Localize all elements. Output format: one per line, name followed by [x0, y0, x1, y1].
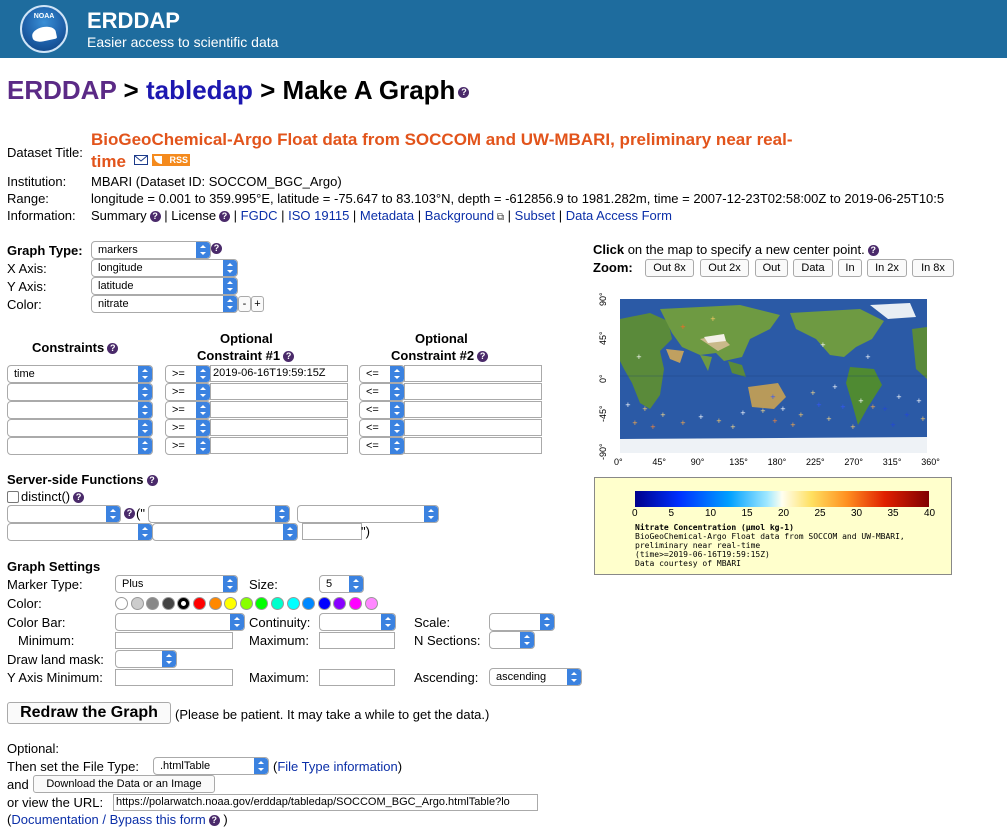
operator-value: >=	[172, 404, 185, 416]
float-marker: +	[820, 341, 826, 349]
zoom-out-8x-button[interactable]: Out 8x	[645, 259, 694, 277]
select-arrows-icon	[283, 524, 297, 540]
constraints-header-text: Constraints	[32, 340, 105, 355]
colorbar-tick-label: 25	[814, 508, 826, 519]
help-icon[interactable]: ?	[868, 245, 879, 256]
redraw-graph-button[interactable]: Redraw the Graph	[7, 702, 171, 724]
view-url-label: or view the URL:	[7, 795, 104, 810]
constraint1-value-input[interactable]	[210, 419, 348, 436]
select-arrows-icon	[106, 506, 120, 522]
latitude-tick-label: -45°	[598, 404, 608, 422]
select-arrows-icon	[196, 242, 210, 258]
constraint2-operator-select[interactable]	[359, 401, 405, 419]
n-sections-label: N Sections:	[414, 633, 481, 648]
graph-type-label: Graph Type:	[7, 243, 83, 258]
zoom-label: Zoom:	[593, 260, 633, 275]
select-arrows-icon	[390, 384, 404, 400]
float-marker: +	[772, 417, 778, 425]
longitude-tick-label: 225°	[806, 457, 825, 467]
float-marker: +	[850, 423, 856, 431]
select-arrows-icon	[520, 632, 534, 648]
zoom-out-button[interactable]: Out	[755, 259, 788, 277]
color-swatch-radio[interactable]	[302, 597, 315, 610]
color-label: Color:	[7, 297, 42, 312]
breadcrumb	[7, 75, 469, 106]
summary-label: Summary	[91, 208, 147, 223]
float-marker: +	[826, 415, 832, 423]
float-marker: +	[810, 389, 816, 397]
file-type-label: Then set the File Type:	[7, 759, 139, 774]
continuity-label: Continuity:	[249, 615, 311, 630]
information-links: Summary ? | License ? | FGDC | ISO 19115 | Metadata | Background ⧉ | Subset | Data Access Form	[91, 208, 672, 223]
color-swatch-radio[interactable]	[224, 597, 237, 610]
longitude-tick-label: 270°	[844, 457, 864, 467]
select-arrows-icon	[567, 669, 581, 685]
map-click-bold: Click	[593, 242, 625, 257]
documentation-line: (Documentation / Bypass this form ? )	[7, 812, 228, 827]
y-axis-minimum-input[interactable]	[115, 669, 233, 686]
float-marker: +	[660, 411, 666, 419]
float-marker: +	[780, 405, 786, 413]
x-axis-value: longitude	[98, 262, 143, 274]
zoom-in-2x-button[interactable]: In 2x	[867, 259, 907, 277]
longitude-tick-label: 45°	[652, 457, 667, 467]
operator-value: <=	[366, 440, 379, 452]
graph-settings-header: Graph Settings	[7, 559, 101, 574]
float-marker: +	[680, 323, 686, 331]
constraint1-header-line1: Optional	[220, 331, 273, 346]
file-type-information-link[interactable]: File Type information	[277, 759, 398, 774]
zoom-out-2x-button[interactable]: Out 2x	[700, 259, 749, 277]
constraint1-value-input[interactable]	[210, 383, 348, 400]
marker-type-select[interactable]	[115, 575, 238, 593]
function-arg2-select[interactable]	[297, 505, 439, 523]
float-marker: +	[890, 421, 896, 429]
float-marker: +	[680, 419, 686, 427]
float-marker: +	[760, 407, 766, 415]
constraint2-header-line1: Optional	[415, 331, 468, 346]
latitude-tick-label: 90°	[598, 292, 608, 306]
float-marker: +	[870, 403, 876, 411]
constraint1-value-input[interactable]	[210, 401, 348, 418]
select-arrows-icon	[381, 614, 395, 630]
color-plus-button[interactable]: +	[251, 296, 264, 312]
colorbar-gradient	[635, 491, 929, 507]
institution-value: MBARI (Dataset ID: SOCCOM_BGC_Argo)	[91, 174, 342, 189]
constraint-variable-select[interactable]	[7, 401, 153, 419]
select-arrows-icon	[138, 402, 152, 418]
color-bar-label: Color Bar:	[7, 615, 66, 630]
constraint2-value-input[interactable]	[404, 401, 542, 418]
colorbar-maximum-input[interactable]	[319, 632, 395, 649]
marker-type-label: Marker Type:	[7, 577, 83, 592]
constraint1-header-text: Constraint #1	[197, 348, 281, 363]
operator-value: >=	[172, 368, 185, 380]
file-type-info: (File Type information)	[273, 759, 403, 774]
constraint1-value-input[interactable]: 2019-06-16T19:59:15Z	[210, 365, 348, 382]
url-field[interactable]: https://polarwatch.noaa.gov/erddap/tabledap/SOCCOM_BGC_Argo.htmlTable?lo	[113, 794, 538, 811]
graph-type-select[interactable]	[91, 241, 211, 259]
maximum-label: Maximum:	[249, 633, 309, 648]
constraint2-header-text: Constraint #2	[391, 348, 475, 363]
float-marker: +	[882, 405, 888, 413]
color-swatch-radio[interactable]	[365, 597, 378, 610]
help-icon[interactable]: ?	[73, 492, 84, 503]
color-swatch-radio[interactable]	[131, 597, 144, 610]
color-bar-select[interactable]	[115, 613, 245, 631]
help-icon[interactable]: ?	[283, 351, 294, 362]
float-marker: +	[865, 353, 871, 361]
float-marker: +	[816, 401, 822, 409]
help-icon[interactable]: ?	[107, 343, 118, 354]
operator-value: <=	[366, 386, 379, 398]
colorbar-line4: Data courtesy of MBARI	[635, 559, 741, 568]
header-banner	[0, 0, 1007, 58]
file-type-select[interactable]	[153, 757, 269, 775]
select-arrows-icon	[390, 402, 404, 418]
select-arrows-icon	[138, 366, 152, 382]
range-label: Range:	[7, 191, 49, 206]
function-arg5-input[interactable]	[302, 523, 362, 540]
range-value: longitude = 0.001 to 359.995°E, latitude = -75.647 to 83.103°N, depth = -612856.9 to 1981.282m, time = 2007-12-23T02:58:00Z to 2019-06-25T10:5	[91, 191, 945, 206]
float-marker: +	[790, 421, 796, 429]
float-marker: +	[632, 419, 638, 427]
zoom-in-8x-button[interactable]: In 8x	[912, 259, 954, 277]
x-axis-label: X Axis:	[7, 261, 47, 276]
download-data-button[interactable]: Download the Data or an Image	[33, 775, 215, 793]
float-marker: +	[920, 415, 926, 423]
marker-color-label: Color:	[7, 596, 42, 611]
float-marker: +	[740, 409, 746, 417]
select-arrows-icon	[540, 614, 554, 630]
operator-value: <=	[366, 422, 379, 434]
float-marker: +	[650, 423, 656, 431]
colorbar-legend	[594, 477, 952, 575]
constraint1-operator-select[interactable]	[165, 419, 211, 437]
data-access-form-link[interactable]: Data Access Form	[565, 208, 672, 223]
and-label: and	[7, 777, 29, 792]
function-arg3-select[interactable]	[7, 523, 153, 541]
float-marker: +	[840, 403, 846, 411]
constraint-variable-select[interactable]	[7, 365, 153, 383]
operator-value: >=	[172, 440, 185, 452]
constraint2-operator-select[interactable]	[359, 365, 405, 383]
marker-size-select[interactable]	[319, 575, 364, 593]
help-icon[interactable]: ?	[124, 508, 135, 519]
constraint-variable-select[interactable]	[7, 419, 153, 437]
y-axis-maximum-input[interactable]	[319, 669, 395, 686]
function-close-paren: ")	[361, 524, 370, 539]
y-axis-maximum-label: Maximum:	[249, 670, 309, 685]
help-icon[interactable]: ?	[458, 87, 469, 98]
select-arrows-icon	[223, 278, 237, 294]
longitude-tick-label: 360°	[921, 457, 940, 467]
email-icon[interactable]	[134, 155, 148, 165]
select-arrows-icon	[230, 614, 244, 630]
float-marker: +	[716, 417, 722, 425]
ascending-label: Ascending:	[414, 670, 479, 685]
dataset-title-line2: time	[91, 152, 126, 171]
information-label: Information:	[7, 208, 76, 223]
float-marker: +	[730, 423, 736, 431]
select-arrows-icon	[390, 420, 404, 436]
app-subtitle: Easier access to scientific data	[87, 34, 279, 50]
constraint-variable-select[interactable]	[7, 383, 153, 401]
colorbar-line1: BioGeoChemical-Argo Float data from SOCCOM and UW-MBARI,	[635, 532, 905, 541]
color-variable-value: nitrate	[98, 298, 129, 310]
map-graphic	[620, 299, 927, 453]
longitude-tick-label: 180°	[767, 457, 787, 467]
fgdc-link[interactable]: FGDC	[240, 208, 278, 223]
select-arrows-icon	[223, 576, 237, 592]
ascending-select[interactable]	[489, 668, 582, 686]
noaa-bird-icon	[31, 25, 57, 44]
colorbar-tick-label: 10	[705, 508, 717, 519]
help-icon[interactable]: ?	[147, 475, 158, 486]
colorbar-line3: (time>=2019-06-16T19:59:15Z)	[635, 550, 770, 559]
color-swatch-radio[interactable]	[209, 597, 222, 610]
distinct-label	[21, 489, 84, 504]
dataset-title-label: Dataset Title:	[7, 145, 83, 160]
optional-label: Optional:	[7, 741, 60, 756]
select-arrows-icon	[138, 420, 152, 436]
float-marker: +	[832, 383, 838, 391]
constraint2-operator-select[interactable]	[359, 419, 405, 437]
distinct-checkbox[interactable]	[7, 491, 19, 503]
help-icon[interactable]: ?	[209, 815, 220, 826]
minimum-label: Minimum:	[18, 633, 75, 648]
y-axis-value: latitude	[98, 280, 134, 292]
float-marker: +	[798, 411, 804, 419]
select-arrows-icon	[223, 296, 237, 312]
ascending-value: ascending	[496, 671, 547, 683]
land-mask-select[interactable]	[115, 650, 177, 668]
help-icon[interactable]: ?	[477, 351, 488, 362]
colorbar-tick-label: 30	[851, 508, 863, 519]
marker-type-value: Plus	[122, 578, 144, 590]
operator-value: <=	[366, 404, 379, 416]
select-arrows-icon	[275, 506, 289, 522]
float-marker: +	[896, 393, 902, 401]
noaa-logo[interactable]	[20, 5, 68, 53]
constraint1-header	[197, 348, 294, 363]
select-arrows-icon	[223, 260, 237, 276]
x-axis-select[interactable]	[91, 259, 238, 277]
marker-size-value: 5	[326, 578, 333, 590]
metadata-link[interactable]: Metadata	[359, 208, 415, 223]
constraint1-operator-select[interactable]	[165, 383, 211, 401]
select-arrows-icon	[390, 366, 404, 382]
constraint2-operator-select[interactable]	[359, 383, 405, 401]
function-open-paren: ("	[136, 506, 145, 521]
help-icon[interactable]: ?	[211, 243, 222, 254]
float-marker: +	[625, 401, 631, 409]
select-arrows-icon	[390, 438, 404, 454]
external-link-icon: ⧉	[494, 212, 505, 223]
colorbar-tick-label: 15	[741, 508, 753, 519]
constraint1-operator-select[interactable]	[165, 365, 211, 383]
noaa-logo-text: NOAA	[33, 13, 55, 20]
float-marker: +	[642, 405, 648, 413]
server-functions-header	[7, 472, 158, 487]
background-link[interactable]: Background	[424, 208, 495, 223]
color-swatch-radio[interactable]	[193, 597, 206, 610]
breadcrumb-erddap-link[interactable]: ERDDAP	[7, 75, 117, 105]
select-arrows-icon	[196, 438, 210, 454]
float-marker: +	[916, 397, 922, 405]
zoom-data-button[interactable]: Data	[793, 259, 833, 277]
select-arrows-icon	[196, 402, 210, 418]
dataset-title-line1: BioGeoChemical-Argo Float data from SOCCOM and UW-MBARI, preliminary near real-	[91, 130, 793, 149]
select-arrows-icon	[196, 366, 210, 382]
color-minus-button[interactable]: -	[238, 296, 251, 312]
constraint1-operator-select[interactable]	[165, 401, 211, 419]
select-arrows-icon	[349, 576, 363, 592]
constraint2-value-input[interactable]	[404, 383, 542, 400]
color-swatch-radio[interactable]	[255, 597, 268, 610]
license-label: License	[171, 208, 217, 223]
color-variable-select[interactable]	[91, 295, 238, 313]
constraint2-value-input[interactable]	[404, 419, 542, 436]
constraint2-header	[391, 348, 488, 363]
help-icon[interactable]: ?	[219, 211, 230, 222]
colorbar-line2: preliminary near real-time	[635, 541, 761, 550]
scale-label: Scale:	[414, 615, 451, 630]
function-arg4-select[interactable]	[152, 523, 298, 541]
color-swatch-radio[interactable]	[287, 597, 300, 610]
select-arrows-icon	[138, 438, 152, 454]
function-arg1-select[interactable]	[148, 505, 290, 523]
color-swatch-radio[interactable]	[115, 597, 128, 610]
constraint-variable-select[interactable]	[7, 437, 153, 455]
graph-type-value: markers	[98, 244, 138, 256]
documentation-link[interactable]: Documentation / Bypass this form	[11, 812, 206, 827]
longitude-tick-label: 315°	[882, 457, 902, 467]
colorbar-tick-label: 40	[924, 508, 936, 519]
colorbar-tick-label: 35	[887, 508, 899, 519]
longitude-tick-label: 135°	[729, 457, 748, 467]
color-swatch-radio[interactable]	[349, 597, 362, 610]
constraint1-value-input[interactable]	[210, 437, 348, 454]
select-arrows-icon	[424, 506, 438, 522]
redraw-note: (Please be patient. It may take a while to get the data.)	[175, 707, 490, 722]
colorbar-tick-label: 5	[668, 508, 675, 519]
select-arrows-icon	[196, 420, 210, 436]
operator-value: >=	[172, 422, 185, 434]
float-marker: +	[698, 413, 704, 421]
operator-value: >=	[172, 386, 185, 398]
help-icon[interactable]: ?	[150, 211, 161, 222]
constraints-header	[32, 340, 118, 355]
color-swatch-radio[interactable]	[146, 597, 159, 610]
map-click-rest: on the map to specify a new center point.	[624, 242, 865, 257]
color-swatch-radio[interactable]	[333, 597, 346, 610]
function-select[interactable]	[7, 505, 121, 523]
distinct-label-text: distinct()	[21, 489, 71, 504]
select-arrows-icon	[196, 384, 210, 400]
page-title: Make A Graph	[282, 75, 456, 105]
float-marker: +	[858, 397, 864, 405]
color-swatch-radio[interactable]	[162, 597, 175, 610]
longitude-tick-label: 0°	[614, 457, 623, 467]
float-marker: +	[710, 315, 716, 323]
latitude-tick-label: 0°	[598, 374, 608, 383]
operator-value: <=	[366, 368, 379, 380]
select-arrows-icon	[138, 384, 152, 400]
land-mask-label: Draw land mask:	[7, 652, 104, 667]
select-arrows-icon	[162, 651, 176, 667]
colorbar-tick-label: 0	[632, 508, 638, 519]
latitude-tick-label: -90°	[598, 443, 608, 460]
longitude-tick-label: 90°	[690, 457, 705, 467]
colorbar-title: Nitrate Concentration (µmol kg-1)	[635, 523, 794, 532]
float-marker: +	[636, 353, 642, 361]
scale-select[interactable]	[489, 613, 555, 631]
iso-link[interactable]: ISO 19115	[288, 208, 350, 223]
color-swatch-radio[interactable]	[271, 597, 284, 610]
select-arrows-icon	[254, 758, 268, 774]
constraint2-operator-select[interactable]	[359, 437, 405, 455]
app-title: ERDDAP	[87, 8, 180, 33]
float-marker: +	[770, 393, 776, 401]
n-sections-select[interactable]	[489, 631, 535, 649]
size-label: Size:	[249, 577, 278, 592]
rss-label: RSS	[169, 155, 188, 165]
y-axis-select[interactable]	[91, 277, 238, 295]
float-marker: +	[904, 411, 910, 419]
breadcrumb-sep: >	[116, 75, 146, 105]
colorbar-minimum-input[interactable]	[115, 632, 233, 649]
select-arrows-icon	[138, 524, 152, 540]
breadcrumb-sep: >	[252, 75, 283, 105]
continuity-select[interactable]	[319, 613, 396, 631]
constraint2-value-input[interactable]	[404, 437, 542, 454]
color-swatch-radio[interactable]	[240, 597, 253, 610]
selected-dot-icon	[181, 601, 186, 606]
latitude-tick-label: 45°	[598, 330, 608, 345]
server-functions-header-text: Server-side Functions	[7, 472, 144, 487]
institution-label: Institution:	[7, 174, 67, 189]
map-click-instruction	[593, 242, 879, 257]
color-swatch-radio[interactable]	[177, 597, 190, 610]
constraint2-value-input[interactable]	[404, 365, 542, 382]
constraint-variable-value: time	[14, 368, 35, 380]
file-type-value: .htmlTable	[160, 760, 211, 772]
colorbar-tick-label: 20	[778, 508, 790, 519]
constraint1-operator-select[interactable]	[165, 437, 211, 455]
subset-link[interactable]: Subset	[514, 208, 556, 223]
y-axis-label: Y Axis:	[7, 279, 47, 294]
world-map[interactable]	[620, 299, 927, 453]
breadcrumb-tabledap-link[interactable]: tabledap	[145, 75, 253, 105]
zoom-in-button[interactable]: In	[838, 259, 862, 277]
y-axis-minimum-label: Y Axis Minimum:	[7, 670, 103, 685]
color-swatch-radio[interactable]	[318, 597, 331, 610]
